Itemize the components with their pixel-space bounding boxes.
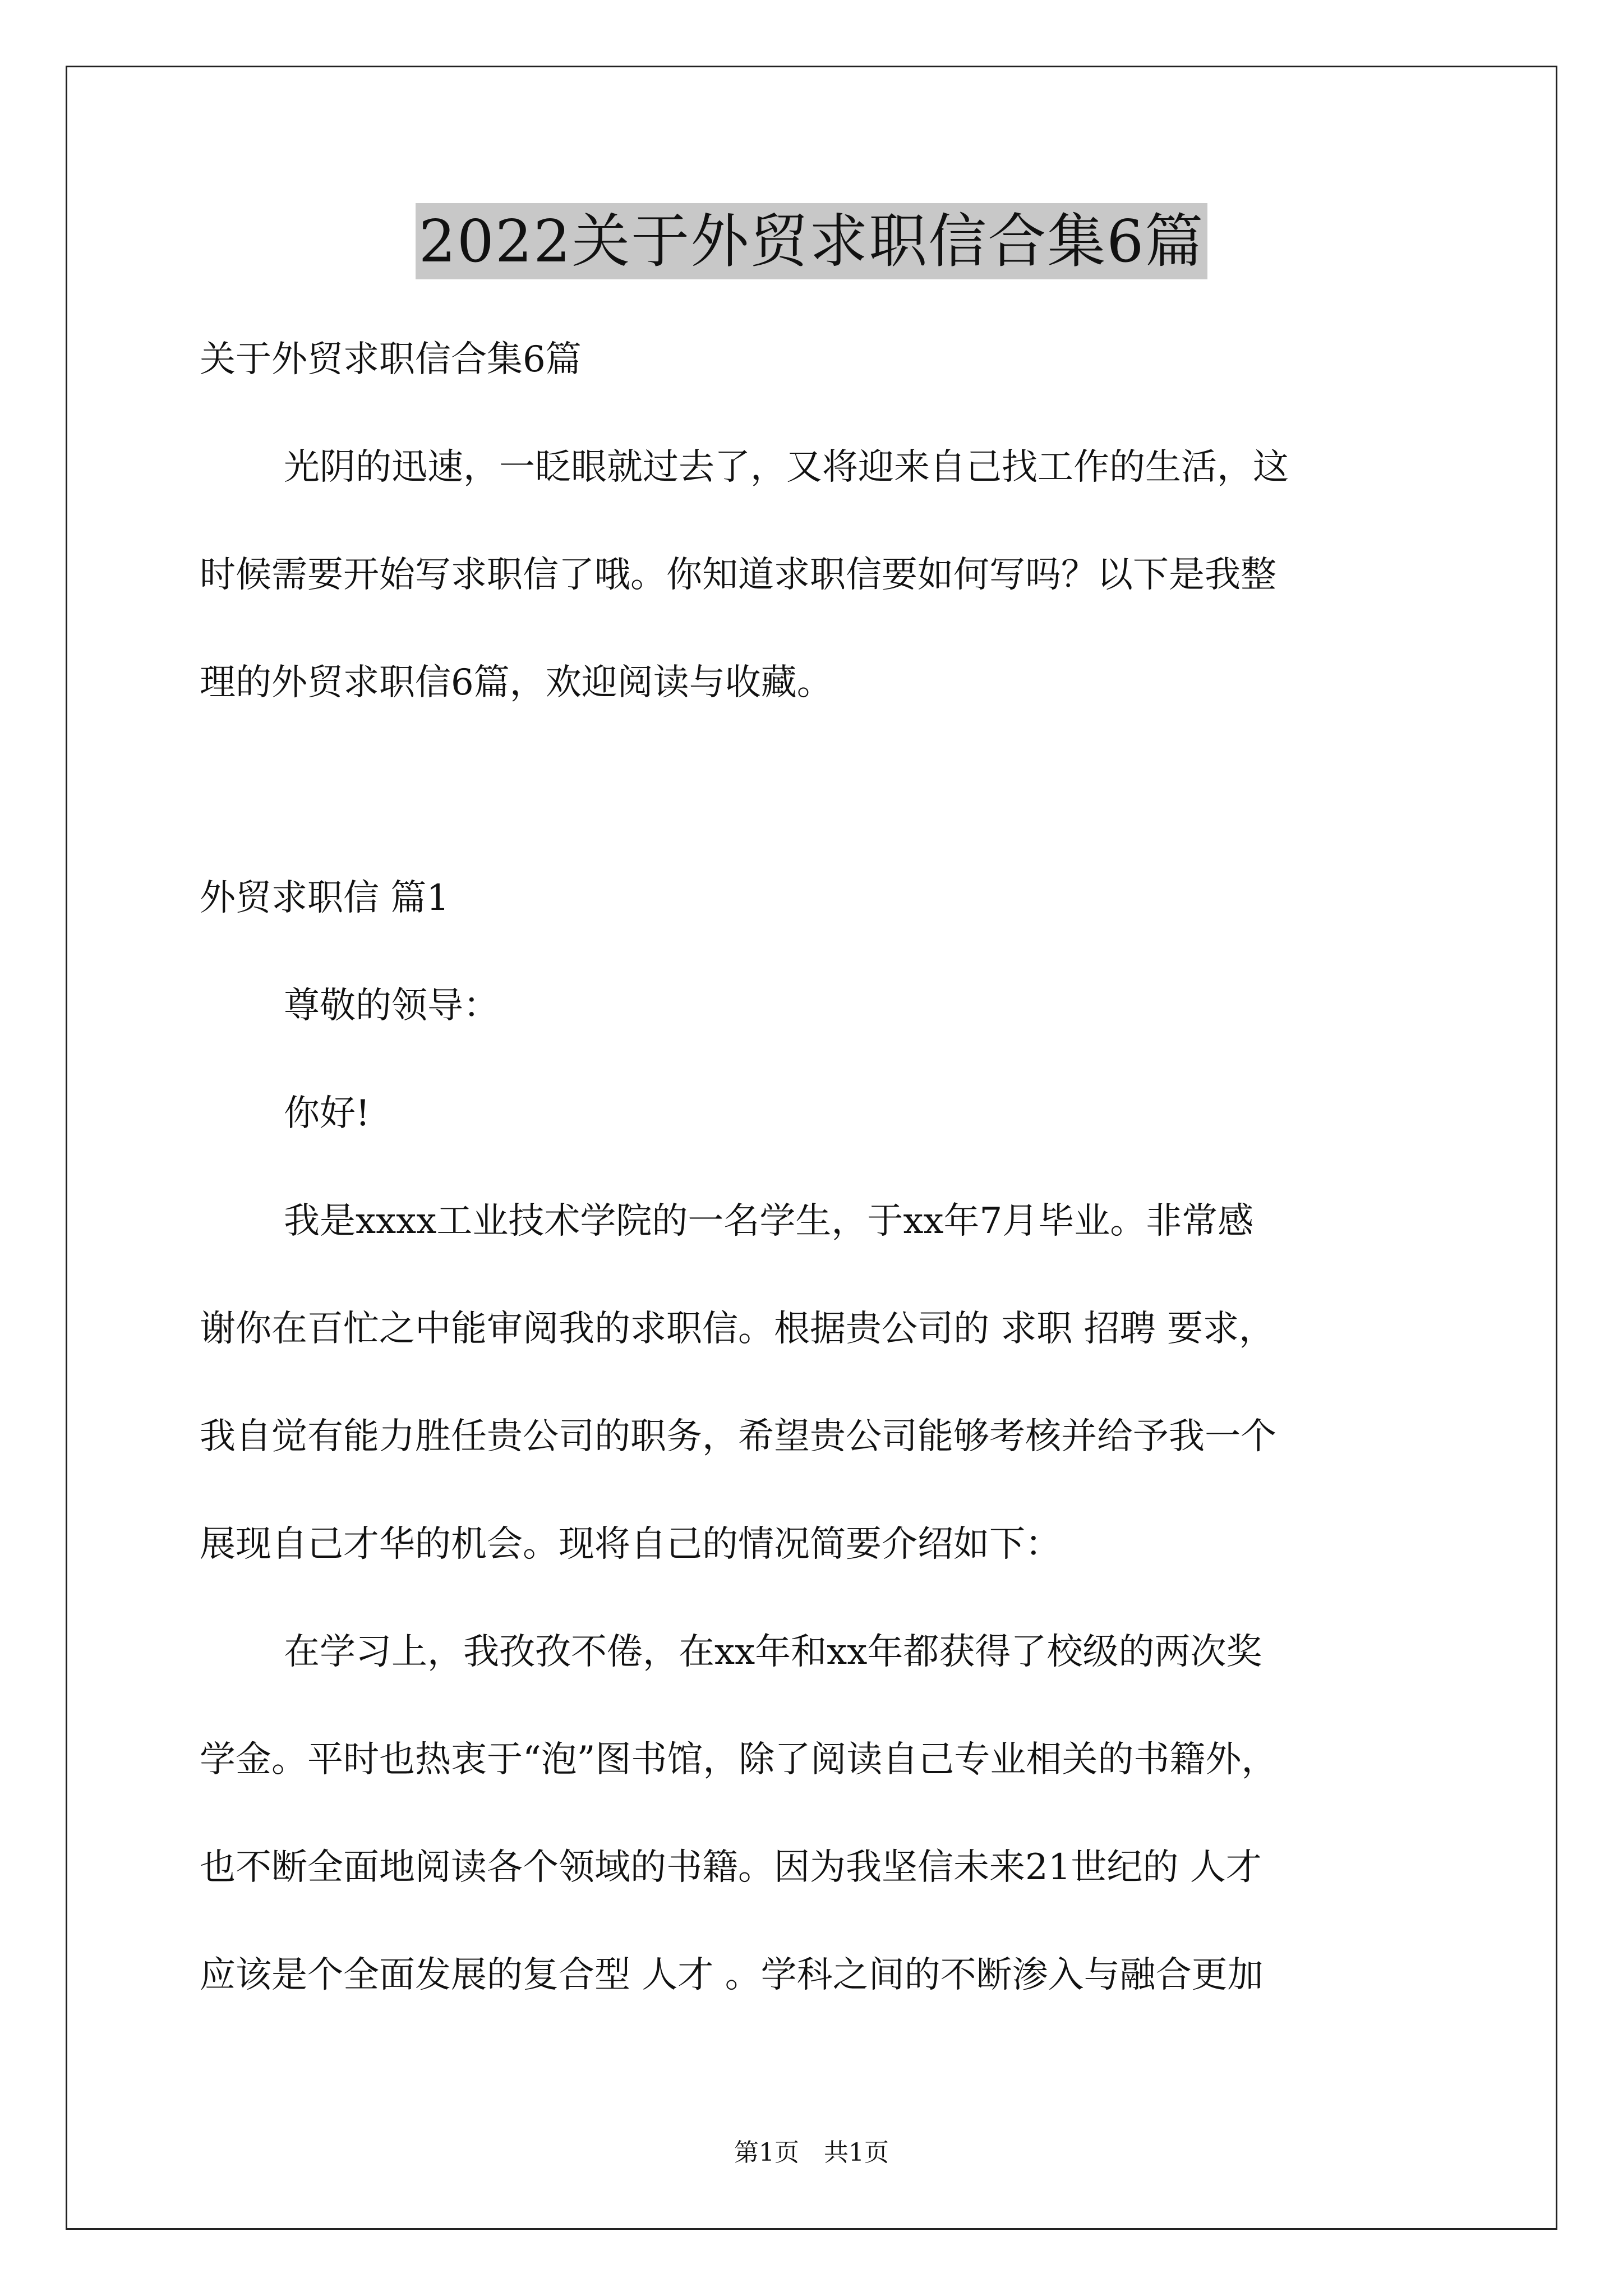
paragraph-2-line-2: 学金。平时也热衷于“泡”图书馆，除了阅读自己专业相关的书籍外，	[200, 1739, 1278, 1780]
paragraph-1-line-3: 我自觉有能力胜任贵公司的职务，希望贵公司能够考核并给予我一个	[200, 1416, 1276, 1457]
intro-line-1: 光阴的迅速，一眨眼就过去了，又将迎来自己找工作的生活，这	[284, 447, 1289, 488]
paragraph-1-line-4: 展现自己才华的机会。现将自己的情况简要介绍如下：	[200, 1524, 1061, 1565]
paragraph-1-line-1: 我是xxxx工业技术学院的一名学生，于xx年7月毕业。非常感	[284, 1200, 1254, 1242]
document-title: 2022关于外贸求职信合集6篇	[416, 203, 1208, 279]
intro-line-2: 时候需要开始写求职信了哦。你知道求职信要如何写吗？以下是我整	[200, 554, 1276, 596]
subtitle: 关于外贸求职信合集6篇	[200, 339, 582, 380]
paragraph-2-line-3: 也不断全面地阅读各个领域的书籍。因为我坚信未来21世纪的 人才	[200, 1847, 1262, 1888]
page-total: 共1页	[824, 2138, 889, 2167]
paragraph-2-line-4: 应该是个全面发展的复合型 人才 。学科之间的不断渗入与融合更加	[200, 1954, 1264, 1996]
greeting: 你好!	[284, 1093, 370, 1134]
title-container	[0, 203, 1623, 279]
intro-line-3: 理的外贸求职信6篇，欢迎阅读与收藏。	[200, 662, 833, 703]
salutation: 尊敬的领导：	[284, 985, 499, 1027]
page-number: 第1页	[734, 2138, 799, 2167]
paragraph-2-line-1: 在学习上，我孜孜不倦，在xx年和xx年都获得了校级的两次奖	[284, 1631, 1262, 1673]
page-footer	[0, 2136, 1623, 2170]
document-body	[200, 306, 1433, 2029]
paragraph-1-line-2: 谢你在百忙之中能审阅我的求职信。根据贵公司的 求职 招聘 要求，	[200, 1308, 1275, 1350]
section-heading: 外贸求职信 篇1	[200, 877, 450, 919]
